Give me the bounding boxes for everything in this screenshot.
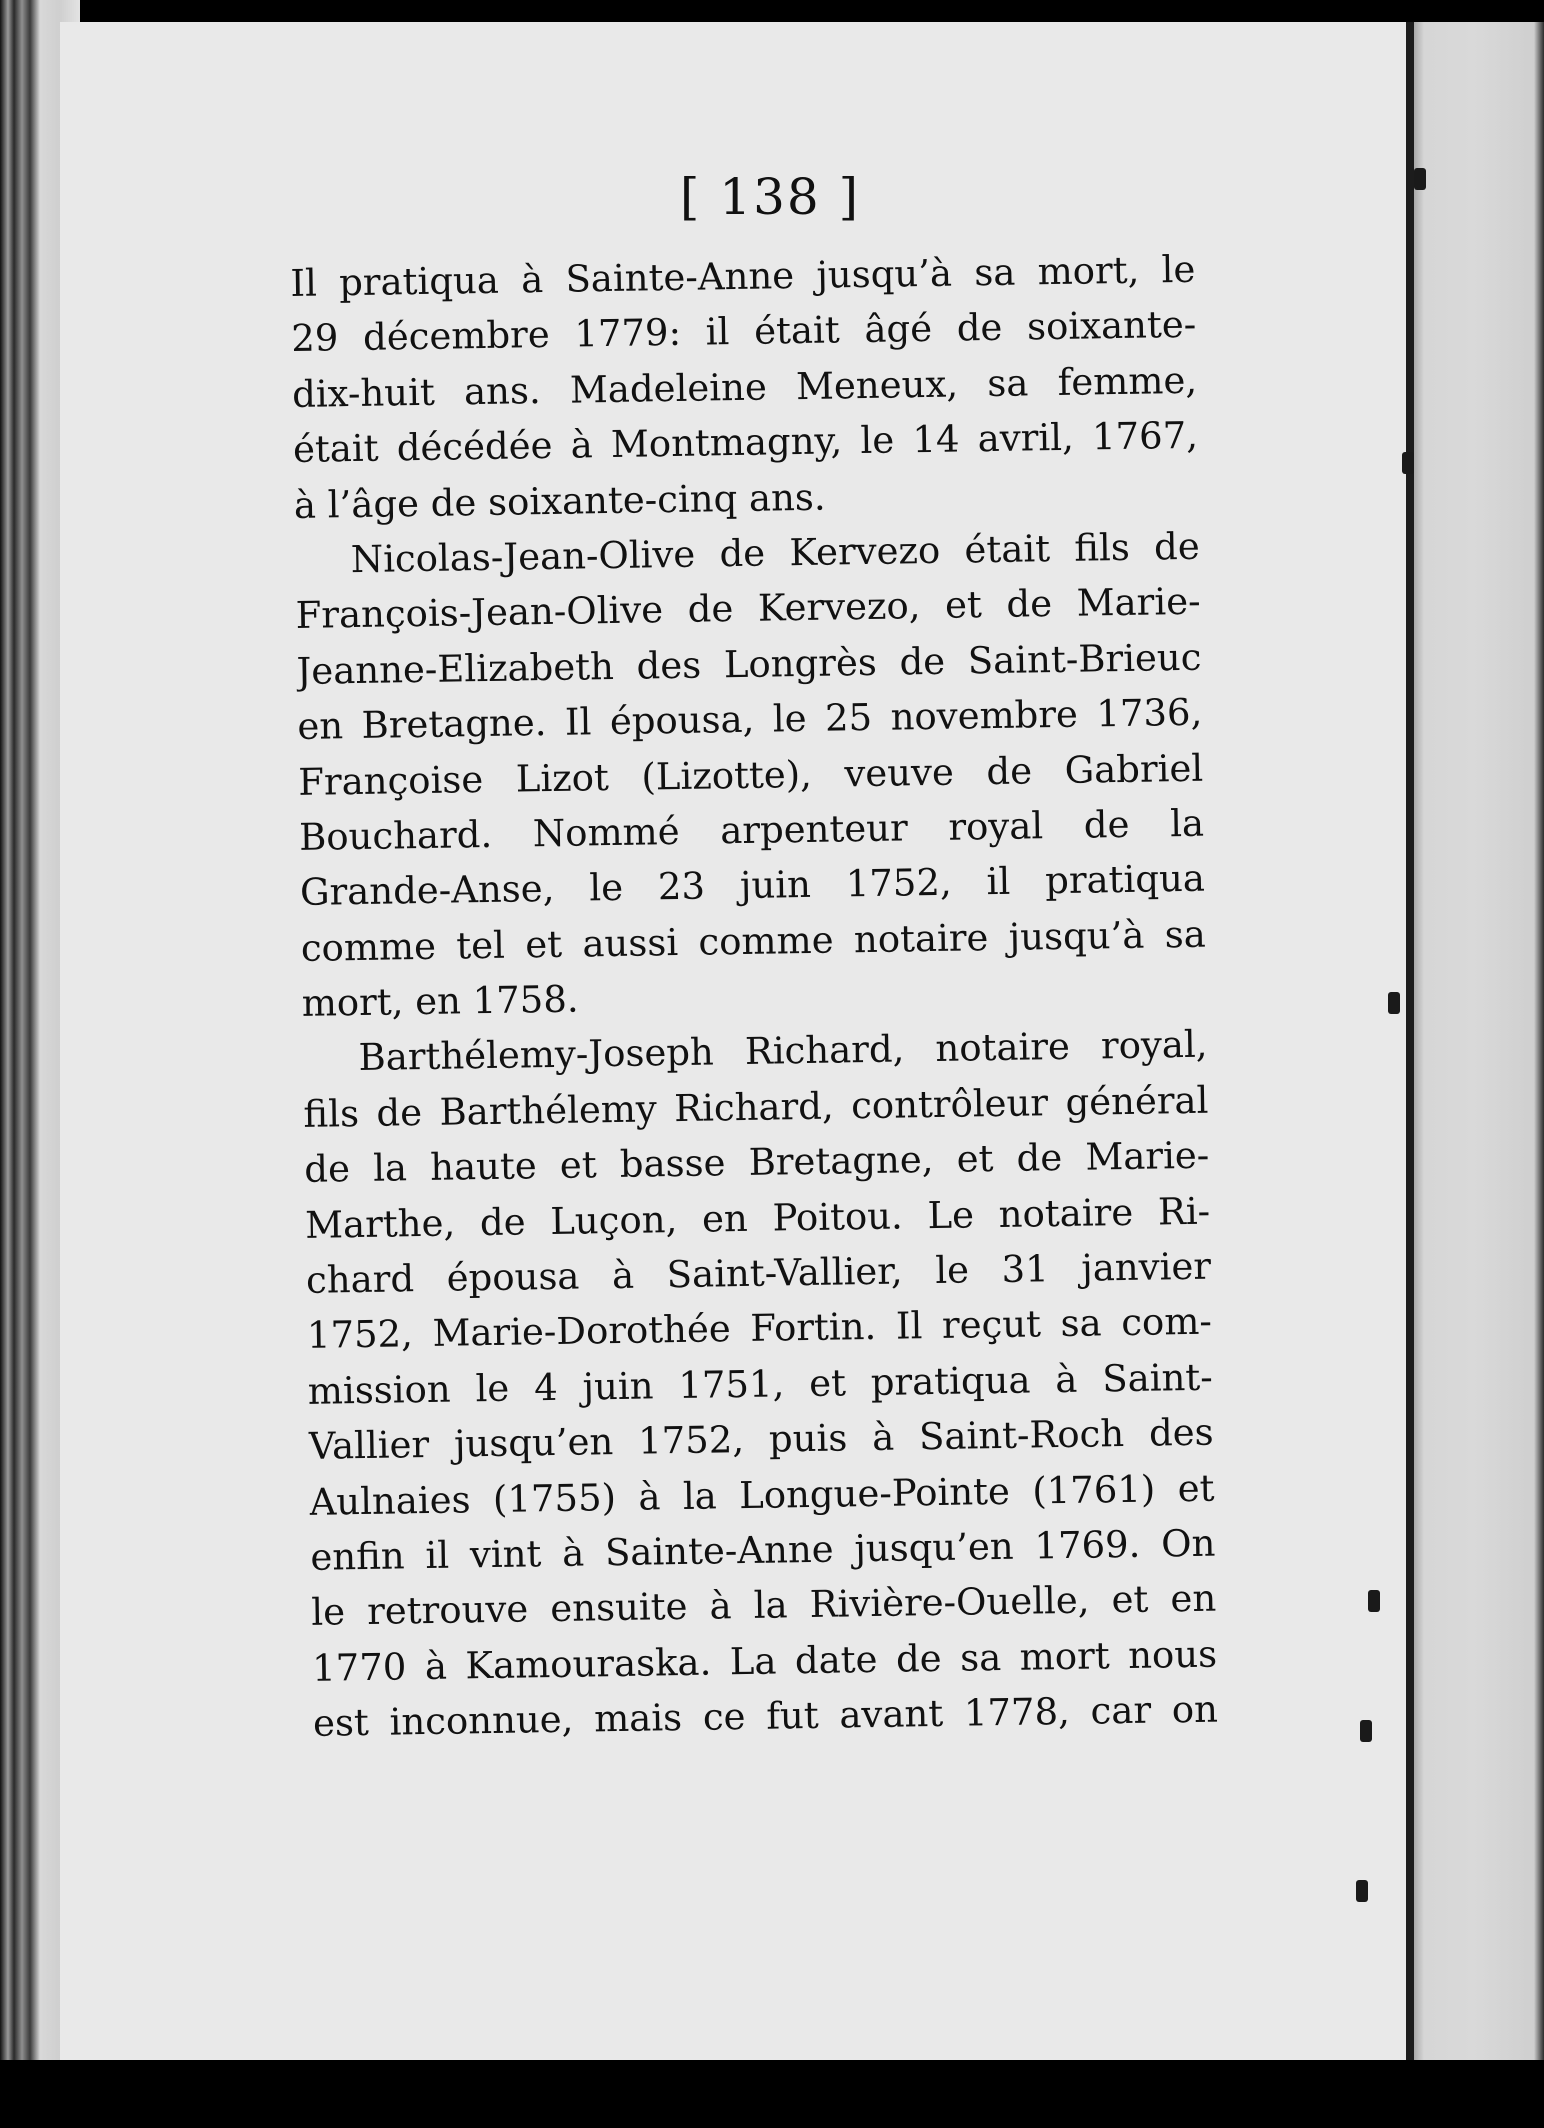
text-line: Vallier jusqu’en 1752, puis à Saint-Roch des	[308, 1410, 1214, 1469]
text-line: comme tel et aussi comme notaire jusqu’à sa	[300, 912, 1207, 970]
text-line: mort, en 1758.	[301, 977, 579, 1025]
text-line: Aulnaies (1755) à la Longue-Pointe (1761) et	[309, 1466, 1215, 1524]
binding-stitch-icon	[1356, 1880, 1368, 1902]
binding-stitch-icon	[1402, 452, 1414, 474]
text-line: le retrouve ensuite à la Rivière-Ouelle, et en	[310, 1576, 1217, 1635]
facing-page-edge	[1414, 22, 1544, 2060]
text-line: dix-huit ans. Madeleine Meneux, sa femme,	[291, 358, 1198, 416]
text-line: Jeanne-Elizabeth des Longrès de Saint-Brieuc	[296, 635, 1202, 693]
text-line: fils de Barthélemy Richard, contrôleur général	[303, 1078, 1209, 1136]
text-line: chard épousa à Saint-Vallier, le 31 janvier	[305, 1244, 1212, 1302]
text-line: Bouchard. Nommé arpenteur royal de la	[298, 801, 1205, 859]
text-line: François-Jean-Olive de Kervezo, et de Marie-	[295, 580, 1201, 638]
text-line: 29 décembre 1779: il était âgé de soixante-	[290, 303, 1197, 361]
text-line: est inconnue, mais ce fut avant 1778, car on	[312, 1687, 1219, 1745]
text-line: à l’âge de soixante-cinq ans.	[293, 475, 826, 527]
text-line: enfin il vint à Sainte-Anne jusqu’en 1769. On	[310, 1521, 1216, 1579]
text-line: Nicolas-Jean-Olive de Kervezo était fils de	[350, 524, 1201, 582]
page-number: [ 138 ]	[679, 168, 861, 226]
text-line: Il pratiqua à Sainte-Anne jusqu’à sa mort, le	[290, 247, 1196, 305]
text-line: était décédée à Montmagny, le 14 avril, 1767,	[292, 413, 1199, 472]
binding-stitch-icon	[1388, 992, 1400, 1014]
text-line: Barthélemy-Joseph Richard, notaire royal,	[358, 1023, 1208, 1080]
text-line: Françoise Lizot (Lizotte), veuve de Gabriel	[297, 746, 1204, 804]
binding-stitch-icon	[1360, 1720, 1372, 1742]
text-line: 1752, Marie-Dorothée Fortin. Il reçut sa com-	[306, 1300, 1213, 1358]
text-line: mission le 4 juin 1751, et pratiqua à Saint-	[307, 1355, 1214, 1413]
text-line: 1770 à Kamouraska. La date de sa mort nous	[311, 1632, 1218, 1690]
text-line: de la haute et basse Bretagne, et de Marie-	[304, 1133, 1210, 1192]
scan-border	[0, 2060, 1544, 2128]
page-gutter	[1406, 22, 1414, 2060]
text-line: Marthe, de Luçon, en Poitou. Le notaire Ri-	[304, 1189, 1211, 1247]
text-line: Grande-Anse, le 23 juin 1752, il pratiqua	[299, 857, 1206, 915]
text-line: en Bretagne. Il épousa, le 25 novembre 1736,	[297, 690, 1203, 749]
binding-stitch-icon	[1414, 168, 1426, 190]
binding-stitch-icon	[1368, 1590, 1380, 1612]
body-text	[290, 242, 1218, 1752]
